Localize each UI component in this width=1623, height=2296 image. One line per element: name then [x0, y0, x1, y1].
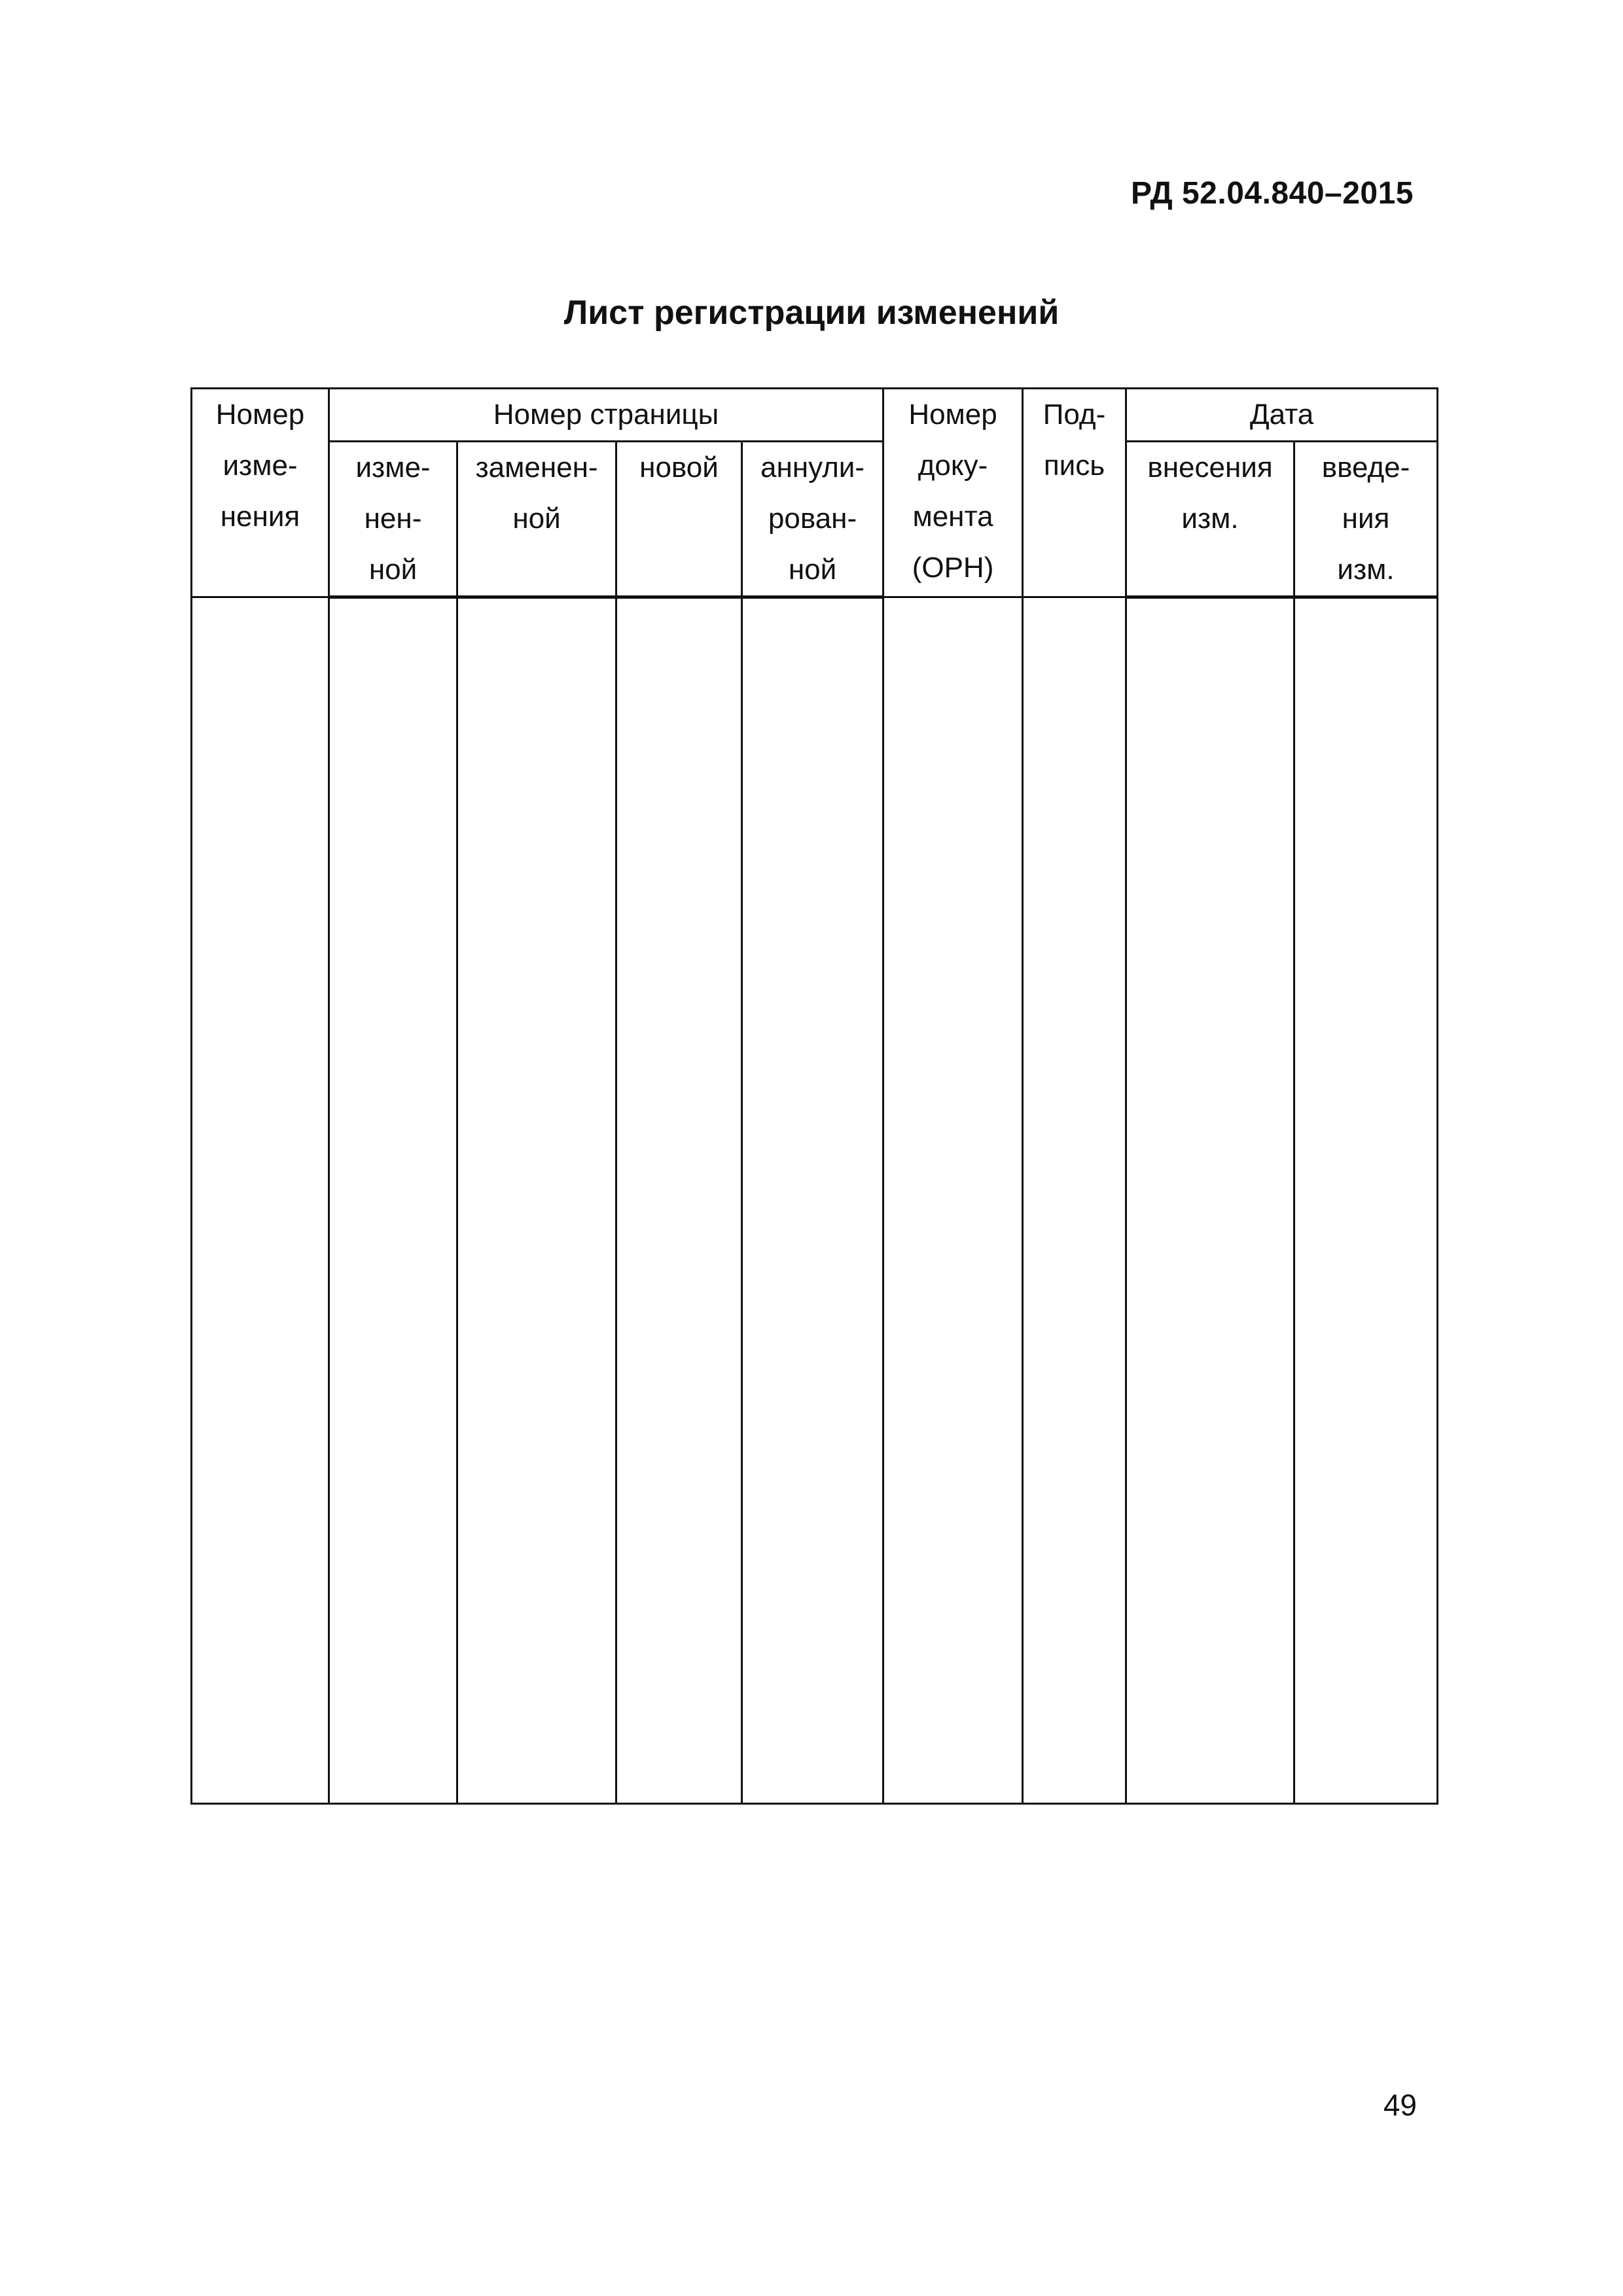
header-document-number [883, 389, 1023, 597]
page-number: 49 [1383, 2088, 1417, 2122]
header-document-number-line-3: мента [912, 501, 993, 533]
header-intro-date-line-3: изм. [1337, 554, 1395, 586]
header-changed-page [329, 442, 457, 597]
cell-change-number [192, 597, 329, 1804]
header-entry-date-line-1: внесения [1147, 451, 1273, 484]
header-annulled-page [742, 442, 883, 597]
header-entry-date-line-2: изм. [1181, 503, 1239, 535]
header-annulled-page-line-1: аннули- [760, 451, 865, 484]
header-change-number-line-2: изме- [223, 450, 298, 482]
header-change-number-line-1: Номер [215, 398, 305, 431]
cell-intro-date [1294, 597, 1438, 1804]
table-row [192, 597, 1438, 1804]
cell-new-page [616, 597, 742, 1804]
header-annulled-page-line-3: ной [788, 554, 837, 586]
cell-annulled-page [742, 597, 883, 1804]
header-change-number-line-3: нения [220, 501, 300, 533]
header-signature-line-1: Под- [1043, 398, 1106, 431]
header-changed-page-line-1: изме- [355, 451, 431, 484]
header-new-page-line-1: новой [639, 451, 719, 484]
header-changed-page-line-2: нен- [364, 503, 422, 535]
cell-document-number [883, 597, 1023, 1804]
cell-changed-page [329, 597, 457, 1804]
header-annulled-page-line-2: рован- [768, 503, 857, 535]
header-replaced-page [457, 442, 616, 597]
header-signature [1023, 389, 1126, 597]
header-change-number [192, 389, 329, 597]
header-date-group: Дата [1126, 389, 1438, 442]
header-document-number-line-2: доку- [918, 450, 988, 482]
header-signature-line-2: пись [1043, 450, 1105, 482]
header-replaced-page-line-2: ной [512, 503, 561, 535]
header-intro-date-line-1: введе- [1321, 451, 1410, 484]
cell-entry-date [1126, 597, 1294, 1804]
document-code: РД 52.04.840–2015 [1130, 176, 1414, 211]
header-intro-date [1294, 442, 1438, 597]
cell-signature [1023, 597, 1126, 1804]
header-changed-page-line-3: ной [368, 554, 418, 586]
header-intro-date-line-2: ния [1342, 503, 1390, 535]
header-entry-date [1126, 442, 1294, 597]
change-registration-table [190, 387, 1438, 1805]
header-page-number-group: Номер страницы [329, 389, 883, 442]
header-replaced-page-line-1: заменен- [475, 451, 598, 484]
header-new-page [616, 442, 742, 597]
header-document-number-line-1: Номер [908, 398, 997, 431]
cell-replaced-page [457, 597, 616, 1804]
header-document-number-line-4: (ОРН) [912, 552, 994, 584]
page-title: Лист регистрации изменений [563, 294, 1060, 332]
